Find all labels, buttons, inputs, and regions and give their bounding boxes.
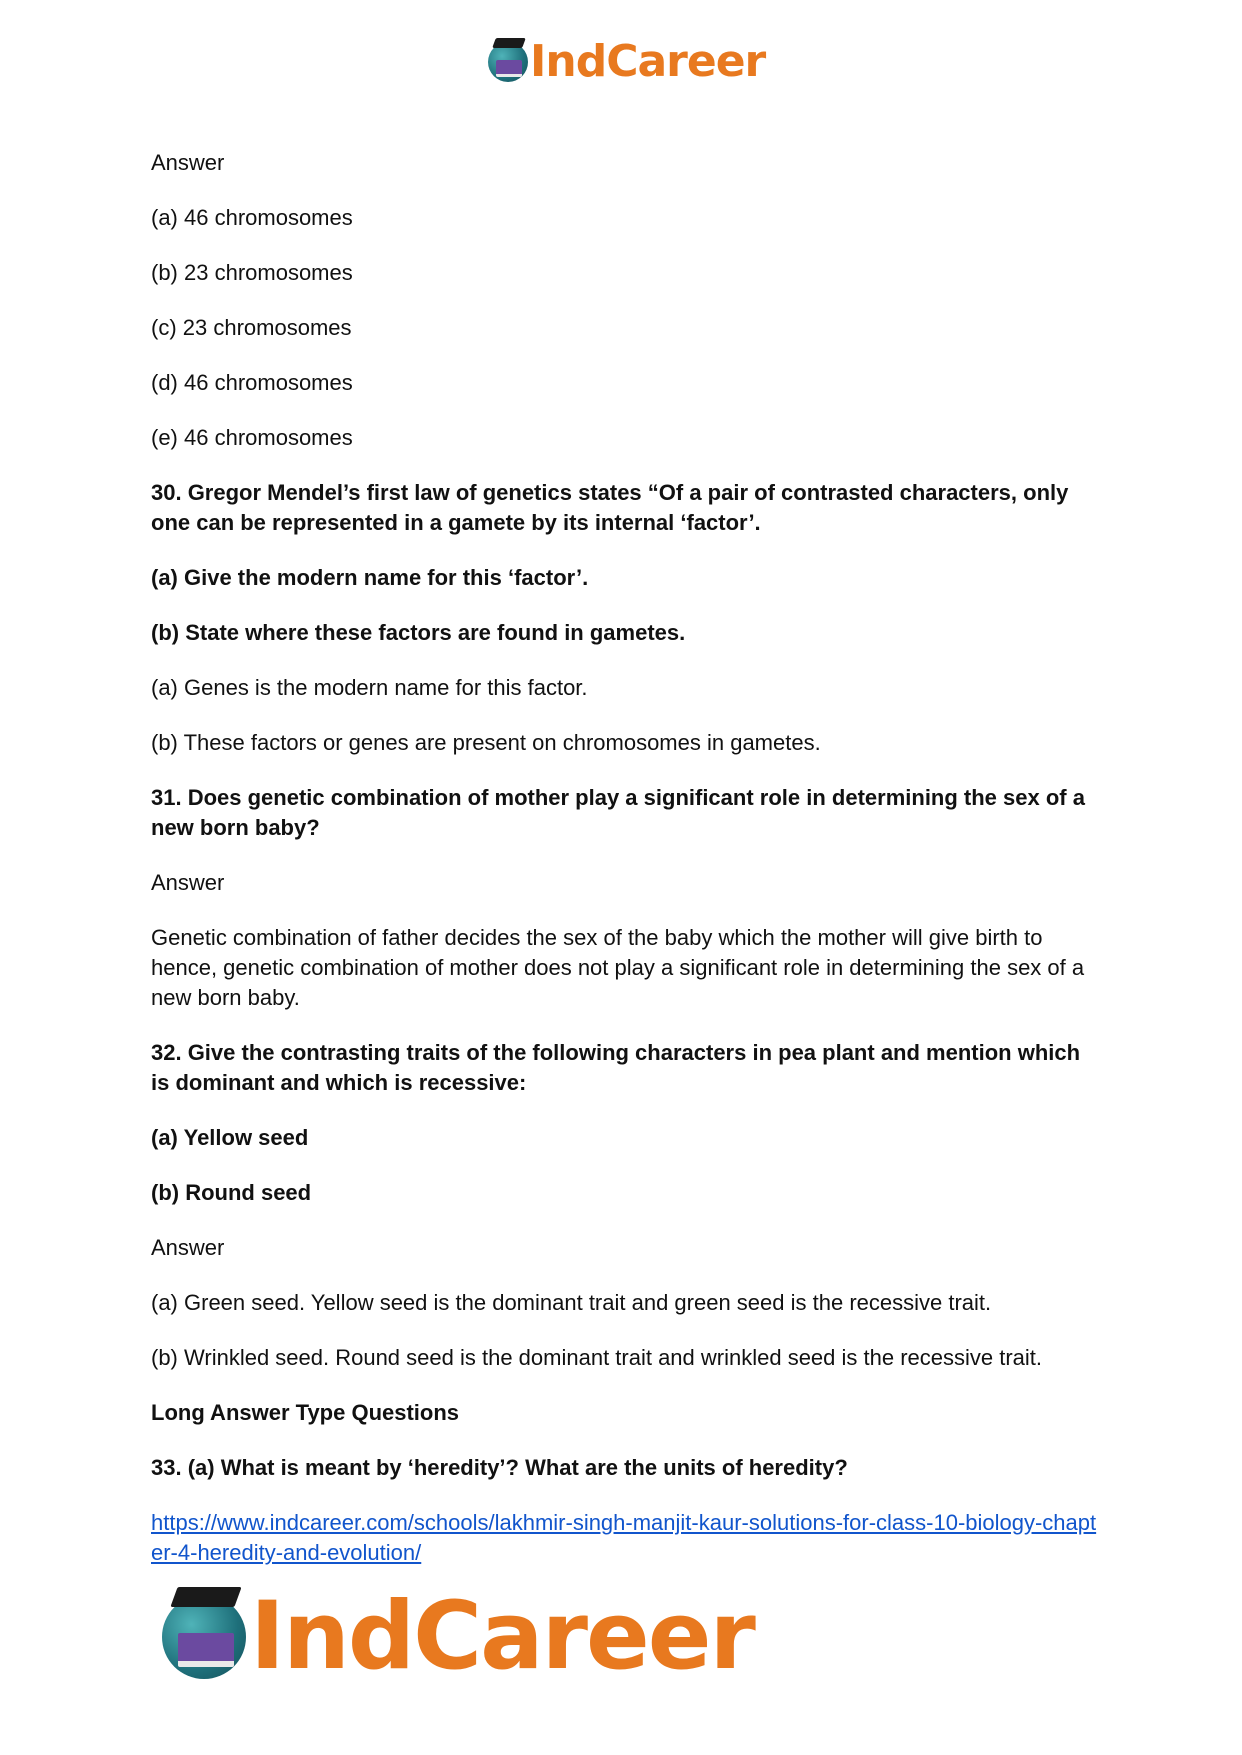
answer-paragraph: (a) Genes is the modern name for this factor. bbox=[151, 675, 588, 700]
document-body bbox=[151, 148, 1101, 1568]
source-link[interactable]: https://www.indcareer.com/schools/lakhmir-singh-manjit-kaur-solutions-for-class-10-biology-chapter-4-heredity-and-evolution/ bbox=[151, 1510, 1097, 1565]
question-paragraph: Long Answer Type Questions bbox=[151, 1400, 460, 1425]
question-paragraph: 32. Give the contrasting traits of the following characters in pea plant and mention which is dominant and which is recessive: bbox=[151, 1040, 1081, 1095]
question-paragraph: (a) Give the modern name for this ‘factor’. bbox=[151, 565, 589, 590]
answer-paragraph: (c) 23 chromosomes bbox=[151, 315, 352, 340]
question-paragraph: 33. (a) What is meant by ‘heredity’? What are the units of heredity? bbox=[151, 1455, 848, 1480]
footer-logo-text: IndCareer bbox=[250, 1582, 754, 1691]
question-paragraph: 31. Does genetic combination of mother play a significant role in determining the sex of a new born baby? bbox=[151, 785, 1085, 840]
question-paragraph: (b) Round seed bbox=[151, 1180, 312, 1205]
answer-paragraph: (b) Wrinkled seed. Round seed is the dominant trait and wrinkled seed is the recessive trait. bbox=[151, 1345, 1043, 1370]
answer-paragraph: Answer bbox=[151, 1235, 225, 1260]
answer-paragraph: (b) These factors or genes are present on chromosomes in gametes. bbox=[151, 730, 821, 755]
question-paragraph: (b) State where these factors are found in gametes. bbox=[151, 620, 686, 645]
question-paragraph: 30. Gregor Mendel’s first law of genetics states “Of a pair of contrasted characters, only one can be represented in a gamete by its internal ‘factor’. bbox=[151, 480, 1069, 535]
question-paragraph: (a) Yellow seed bbox=[151, 1125, 309, 1150]
graduation-cap-book-icon bbox=[488, 42, 528, 82]
graduation-cap-book-icon bbox=[162, 1595, 246, 1679]
answer-paragraph: (e) 46 chromosomes bbox=[151, 425, 353, 450]
answer-paragraph: Genetic combination of father decides the sex of the baby which the mother will give birth to hence, genetic combination of mother does not play a significant role in determining the sex of a new born baby. bbox=[151, 925, 1085, 1010]
footer-logo bbox=[162, 1582, 754, 1691]
answer-paragraph: Answer bbox=[151, 150, 225, 175]
answer-paragraph: Answer bbox=[151, 870, 225, 895]
answer-paragraph: (a) 46 chromosomes bbox=[151, 205, 353, 230]
answer-paragraph: (b) 23 chromosomes bbox=[151, 260, 353, 285]
header-logo bbox=[488, 36, 766, 87]
answer-paragraph: (d) 46 chromosomes bbox=[151, 370, 353, 395]
logo-text: IndCareer bbox=[530, 36, 766, 87]
answer-paragraph: (a) Green seed. Yellow seed is the dominant trait and green seed is the recessive trait. bbox=[151, 1290, 992, 1315]
